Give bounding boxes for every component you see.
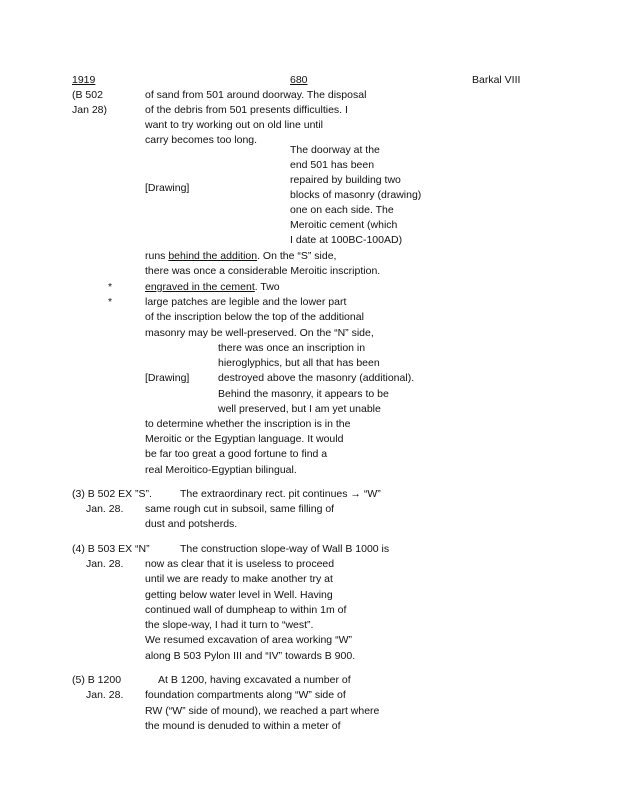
entry-ref: (5) B 1200 [72, 674, 122, 686]
text-line: repaired by building two [290, 174, 401, 186]
page-number: 680 [290, 74, 308, 86]
text-line: blocks of masonry (drawing) [290, 189, 422, 201]
text-line: the mound is denuded to within a meter of [145, 720, 341, 732]
text-line: now as clear that it is useless to proceed [145, 558, 335, 570]
entry-ref: (3) B 502 EX ”S”. [72, 488, 152, 500]
text-line: one on each side. The [290, 204, 394, 216]
underlined-text: engraved in the cement [145, 281, 255, 293]
text-line: getting below water level in Well. Having [145, 589, 333, 601]
text-line: until we are ready to make another try at [145, 573, 333, 585]
text-line: masonry may be well-preserved. On the “N” side, [145, 327, 374, 339]
entry-date: Jan. 28. [86, 503, 124, 515]
entry-date: Jan. 28. [86, 689, 124, 701]
text-part: . Two [254, 281, 280, 293]
notebook-title: Barkal VIII [472, 74, 521, 86]
text-line: along B 503 Pylon III and “IV” towards B 900. [145, 650, 356, 662]
text-line: foundation compartments along “W” side of [145, 689, 346, 701]
text-line: Meroitic or the Egyptian language. It would [145, 433, 344, 445]
underlined-text: behind the addition [168, 250, 258, 262]
margin-asterisk: * [108, 281, 113, 293]
text-line: destroyed above the masonry (additional). [218, 372, 415, 384]
text-line: the slope-way, I had it turn to “west”. [145, 619, 314, 631]
text-line: The construction slope-way of Wall B 1000 is [180, 543, 390, 555]
text-line: well preserved, but I am yet unable [218, 403, 381, 415]
text-line: of the inscription below the top of the additional [145, 311, 364, 323]
text-line: At B 1200, having excavated a number of [158, 674, 351, 686]
drawing-placeholder: [Drawing] [145, 372, 190, 384]
margin-asterisk: * [108, 296, 113, 308]
text-line: large patches are legible and the lower part [145, 296, 347, 308]
entry-date: Jan. 28. [86, 558, 124, 570]
entry-ref: (B 502 [72, 89, 103, 101]
text-line: carry becomes too long. [145, 134, 258, 146]
text-line: want to try working out on old line until [145, 119, 324, 131]
entry-ref: (4) B 503 EX “N” [72, 543, 150, 555]
text-part: runs [145, 250, 169, 262]
drawing-placeholder: [Drawing] [145, 182, 190, 194]
text-line: Behind the masonry, it appears to be [218, 388, 389, 400]
text-line: continued wall of dumpheap to within 1m of [145, 604, 347, 616]
text-line: The doorway at the [290, 144, 380, 156]
text-line: The extraordinary rect. pit continues → “W” [180, 488, 381, 500]
text-line: RW (“W” side of mound), we reached a part where [145, 705, 380, 717]
text-line: of sand from 501 around doorway. The disposal [145, 89, 367, 101]
text-line: Meroitic cement (which [290, 219, 398, 231]
text-line: be far too great a good fortune to find a [145, 448, 328, 460]
text-line: there was once an inscription in [218, 342, 366, 354]
text-line [145, 248, 336, 264]
text-line: of the debris from 501 presents difficulties. I [145, 104, 348, 116]
text-line: real Meroitico-Egyptian bilingual. [145, 464, 297, 476]
text-line: I date at 100BC-100AD) [290, 234, 403, 246]
text-line: We resumed excavation of area working “W” [145, 634, 352, 646]
year: 1919 [72, 74, 96, 86]
text-line: there was once a considerable Meroitic inscription. [145, 265, 381, 277]
text-line: hieroglyphics, but all that has been [218, 357, 380, 369]
entry-date: Jan 28) [72, 104, 108, 116]
text-line: end 501 has been [290, 159, 375, 171]
text-line: same rough cut in subsoil, same filling of [145, 503, 335, 515]
text-line: dust and potsherds. [145, 518, 238, 530]
text-line: to determine whether the inscription is in the [145, 418, 351, 430]
text-line [145, 279, 280, 295]
text-part: . On the “S” side, [257, 250, 337, 262]
